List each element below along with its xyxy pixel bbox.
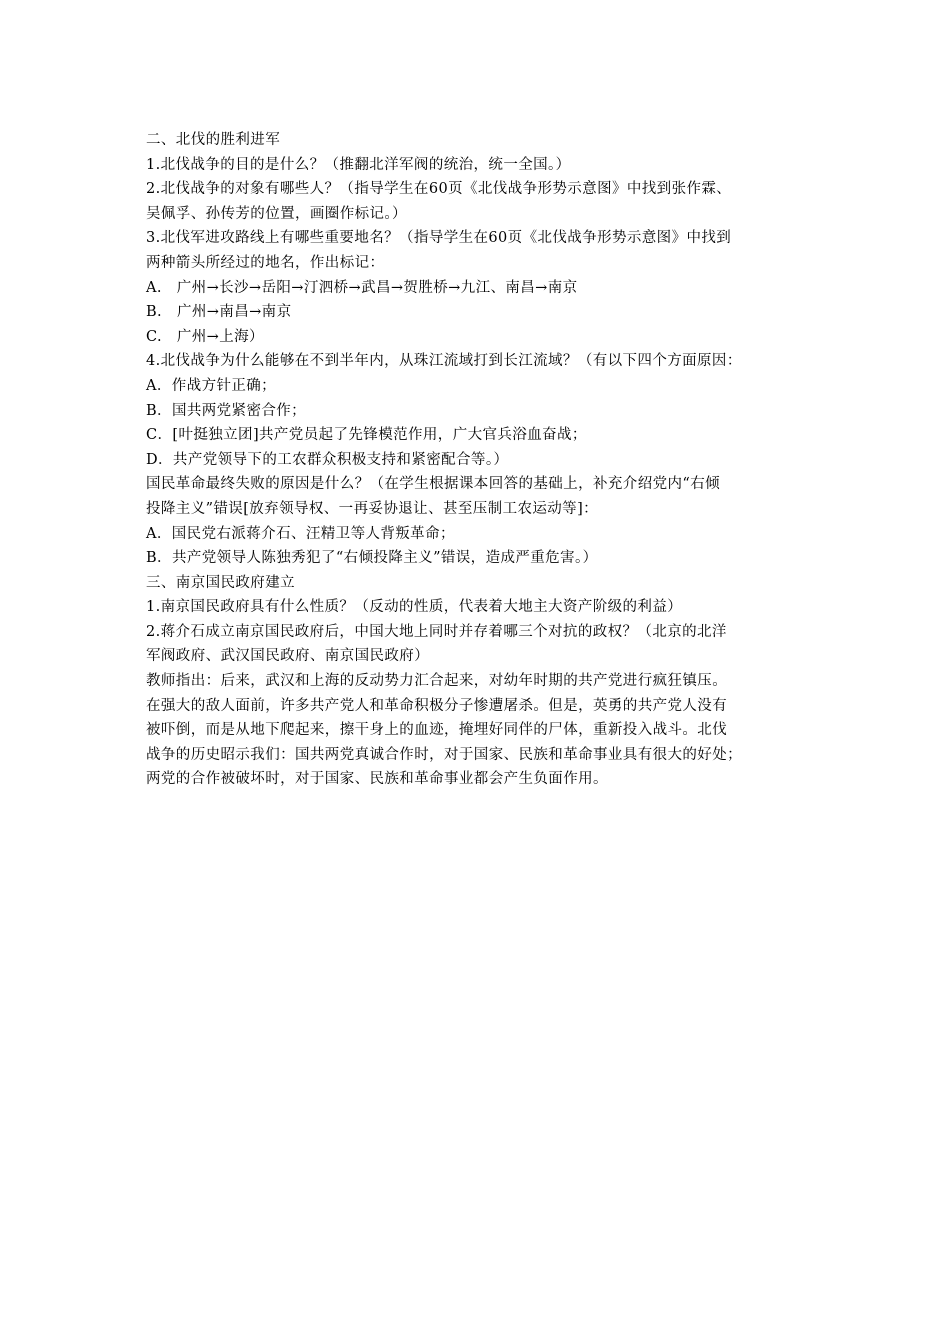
teacher-note-line-1: 教师指出：后来，武汉和上海的反动势力汇合起来，对幼年时期的共产党进行疯狂镇压。 xyxy=(146,673,728,690)
route-a: A. 广州→长沙→岳阳→汀泗桥→武昌→贺胜桥→九江、南昌→南京 xyxy=(146,279,578,296)
question-2-targets: 2.北伐战争的对象有哪些人？（指导学生在60页《北伐战争形势示意图》中找到张作霖、 xyxy=(146,181,732,198)
reason-c: C．[叶挺独立团]共产党员起了先锋模范作用，广大官兵浴血奋战； xyxy=(146,427,587,444)
section-heading-nanjing-government: 三、南京国民政府建立 xyxy=(146,574,295,591)
question-failure-causes: 国民革命最终失败的原因是什么？（在学生根据课本回答的基础上，补充介绍党内“右倾 xyxy=(146,476,721,493)
teacher-note-line-2: 在强大的敌人面前，许多共产党人和革命积极分子惨遭屠杀。但是，英勇的共产党人没有 xyxy=(146,697,728,714)
reason-b: B．国共两党紧密合作； xyxy=(146,402,307,419)
failure-cause-a: A．国民党右派蒋介石、汪精卫等人背叛革命； xyxy=(146,525,455,542)
route-c: C. 广州→上海） xyxy=(146,328,264,345)
teacher-note-line-3: 被吓倒，而是从地下爬起来，擦干身上的血迹，掩埋好同伴的尸体，重新投入战斗。北伐 xyxy=(146,722,728,739)
route-b: B. 广州→南昌→南京 xyxy=(146,304,292,321)
failure-cause-b: B．共产党领导人陈独秀犯了“右倾投降主义”错误，造成严重危害。） xyxy=(146,550,598,567)
reason-d: D．共产党领导下的工农群众积极支持和紧密配合等。） xyxy=(146,451,509,468)
nanjing-question-1: 1.南京国民政府具有什么性质？（反动的性质，代表着大地主大资产阶级的利益） xyxy=(146,599,683,616)
teacher-note-line-4: 战争的历史昭示我们：国共两党真诚合作时，对于国家、民族和革命事业具有很大的好处； xyxy=(146,746,742,763)
question-1-purpose: 1.北伐战争的目的是什么？（推翻北洋军阀的统治，统一全国。） xyxy=(146,156,571,173)
question-2-continued: 吴佩孚、孙传芳的位置，画圈作标记。） xyxy=(146,205,407,222)
section-heading-northern-expedition: 二、北伐的胜利进军 xyxy=(146,132,281,148)
teacher-note-line-5: 两党的合作被破坏时，对于国家、民族和革命事业都会产生负面作用。 xyxy=(146,771,608,788)
nanjing-question-2-continued: 军阀政府、武汉国民政府、南京国民政府） xyxy=(146,648,430,665)
document-body xyxy=(146,128,826,792)
question-failure-continued: 投降主义”错误[放弃领导权、一再妥协退让、甚至压制工农运动等]： xyxy=(146,500,599,517)
reason-a: A．作战方针正确； xyxy=(146,377,277,394)
question-3-places: 3.北伐军进攻路线上有哪些重要地名？（指导学生在60页《北伐战争形势示意图》中找到 xyxy=(146,230,732,247)
question-4-reasons: 4.北伐战争为什么能够在不到半年内，从珠江流域打到长江流域？（有以下四个方面原因： xyxy=(146,353,742,370)
question-3-continued: 两种箭头所经过的地名，作出标记： xyxy=(146,254,385,271)
nanjing-question-2: 2.蒋介石成立南京国民政府后，中国大地上同时并存着哪三个对抗的政权？（北京的北洋 xyxy=(146,623,727,640)
